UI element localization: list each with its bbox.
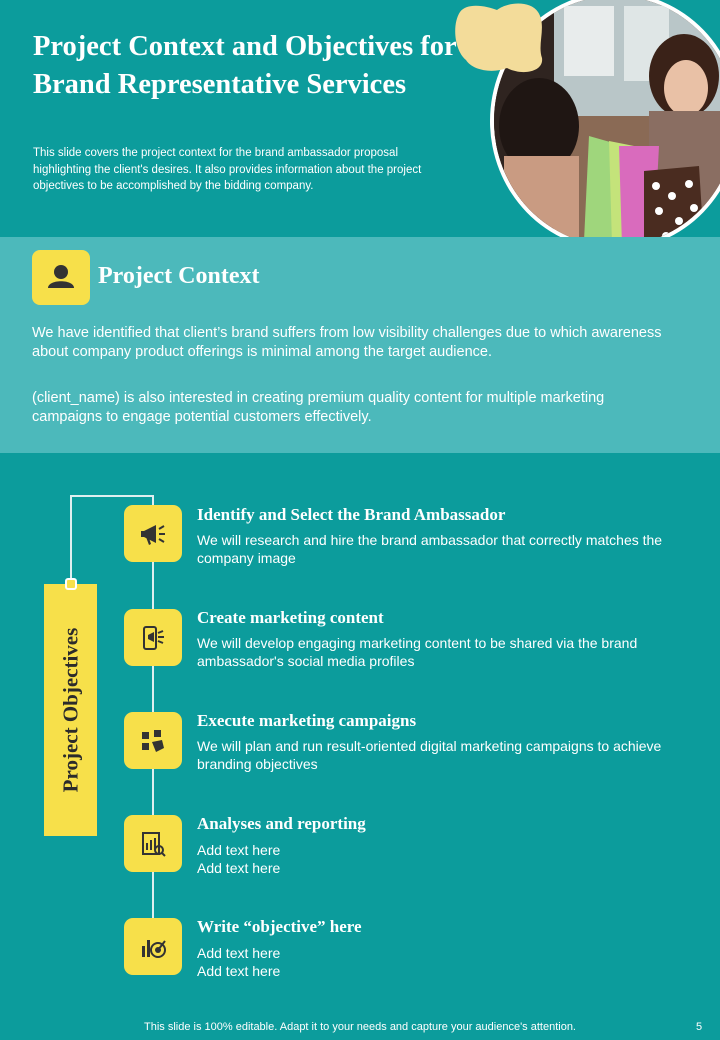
- objective-desc: Add text here Add text here: [197, 842, 281, 876]
- page-number: 5: [696, 1021, 703, 1033]
- objective-desc: We will develop engaging marketing content to be shared via the brand ambassador's social media profiles: [197, 635, 638, 669]
- intro-text: This slide covers the project context for the brand ambassador proposal highlighting the client's desires. It also provides information about the project objectives to be accomplished by the bidding company.: [33, 147, 422, 192]
- objective-title: Execute marketing campaigns: [197, 711, 417, 730]
- target-chart-icon: [124, 918, 182, 975]
- campaign-icon: [124, 712, 182, 769]
- objective-desc: We will plan and run result-oriented digital marketing campaigns to achieve branding objectives: [197, 738, 662, 772]
- objective-title: Write “objective” here: [197, 917, 362, 936]
- report-analysis-icon: [124, 815, 182, 872]
- megaphone-icon: [124, 505, 182, 562]
- user-icon: [32, 250, 90, 305]
- connector-line: [70, 495, 72, 579]
- footer-note: This slide is 100% editable. Adapt it to your needs and capture your audience's attention.: [144, 1021, 576, 1033]
- objective-title: Analyses and reporting: [197, 814, 366, 833]
- objective-desc: We will research and hire the brand ambassador that correctly matches the company image: [197, 532, 663, 566]
- decorative-blob: [452, 2, 544, 74]
- context-paragraph-1: We have identified that client’s brand suffers from low visibility challenges due to which awareness about company product offerings is minimal among the target audience.: [32, 325, 662, 360]
- context-paragraph-2: (client_name) is also interested in creating premium quality content for multiple marketing campaigns to engage potential customers effectively.: [32, 390, 605, 425]
- page-title: Project Context and Objectives for Brand Representative Services: [33, 31, 457, 100]
- objective-title: Create marketing content: [197, 608, 384, 627]
- objectives-label: [44, 584, 97, 836]
- objectives-label-text: Project Objectives: [58, 627, 82, 793]
- context-title: Project Context: [98, 263, 260, 289]
- objective-title: Identify and Select the Brand Ambassador: [197, 505, 506, 524]
- connector-line: [70, 495, 154, 497]
- phone-megaphone-icon: [124, 609, 182, 666]
- connector-dot: [65, 578, 77, 590]
- objective-desc: Add text here Add text here: [197, 945, 281, 979]
